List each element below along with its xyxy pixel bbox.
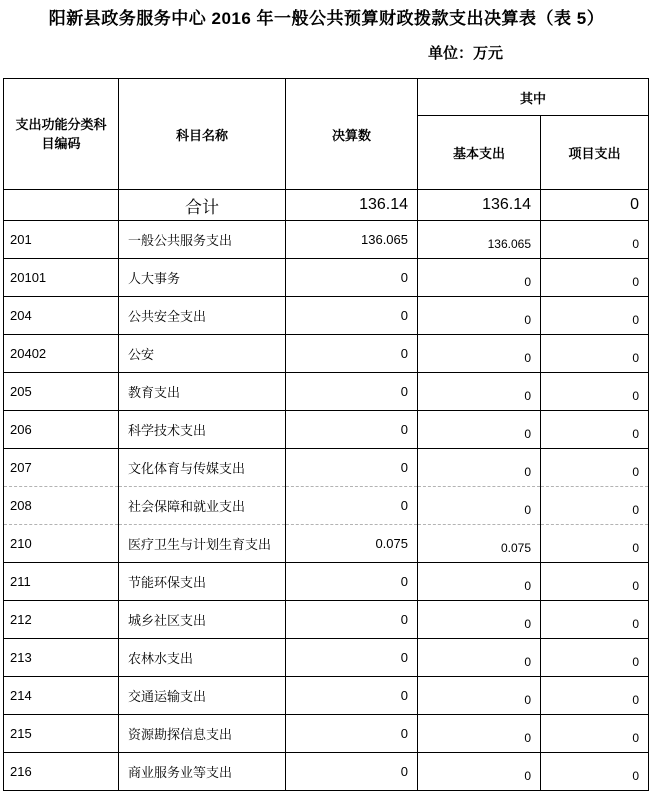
row-basic-expenditure-cell: 0 bbox=[418, 373, 541, 411]
row-project-expenditure-cell: 0 bbox=[541, 373, 649, 411]
row-basic-expenditure-cell: 136.065 bbox=[418, 221, 541, 259]
row-final-amount-cell: 0 bbox=[286, 563, 418, 601]
total-project-expenditure: 0 bbox=[541, 190, 649, 221]
row-basic-expenditure-cell: 0 bbox=[418, 297, 541, 335]
row-final-amount-cell: 0 bbox=[286, 297, 418, 335]
header-final-amount: 决算数 bbox=[286, 79, 418, 190]
row-basic-expenditure-cell: 0 bbox=[418, 411, 541, 449]
table-header bbox=[4, 79, 649, 190]
row-basic-expenditure-cell: 0 bbox=[418, 677, 541, 715]
row-name-cell: 社会保障和就业支出 bbox=[119, 487, 286, 525]
total-label: 合计 bbox=[119, 190, 286, 221]
row-code-cell: 204 bbox=[4, 297, 119, 335]
row-final-amount-cell: 0 bbox=[286, 373, 418, 411]
row-name-cell: 科学技术支出 bbox=[119, 411, 286, 449]
header-project-expenditure: 项目支出 bbox=[541, 116, 649, 190]
row-final-amount-cell: 0 bbox=[286, 411, 418, 449]
row-code-cell: 20402 bbox=[4, 335, 119, 373]
row-basic-expenditure-cell: 0 bbox=[418, 259, 541, 297]
row-code-cell: 210 bbox=[4, 525, 119, 563]
row-basic-expenditure-cell: 0 bbox=[418, 335, 541, 373]
row-project-expenditure-cell: 0 bbox=[541, 753, 649, 791]
table-row bbox=[4, 297, 649, 335]
row-code-cell: 207 bbox=[4, 449, 119, 487]
row-project-expenditure-cell: 0 bbox=[541, 221, 649, 259]
row-name-cell: 农林水支出 bbox=[119, 639, 286, 677]
row-name-cell: 商业服务业等支出 bbox=[119, 753, 286, 791]
row-basic-expenditure-cell: 0 bbox=[418, 563, 541, 601]
row-project-expenditure-cell: 0 bbox=[541, 601, 649, 639]
row-final-amount-cell: 0 bbox=[286, 639, 418, 677]
row-name-cell: 一般公共服务支出 bbox=[119, 221, 286, 259]
table-row bbox=[4, 563, 649, 601]
table-row bbox=[4, 677, 649, 715]
row-basic-expenditure-cell: 0 bbox=[418, 487, 541, 525]
row-project-expenditure-cell: 0 bbox=[541, 639, 649, 677]
budget-table bbox=[3, 78, 649, 791]
row-final-amount-cell: 0 bbox=[286, 715, 418, 753]
row-basic-expenditure-cell: 0 bbox=[418, 449, 541, 487]
table-row bbox=[4, 335, 649, 373]
row-name-cell: 公安 bbox=[119, 335, 286, 373]
row-final-amount-cell: 0.075 bbox=[286, 525, 418, 563]
row-name-cell: 人大事务 bbox=[119, 259, 286, 297]
row-basic-expenditure-cell: 0 bbox=[418, 601, 541, 639]
row-project-expenditure-cell: 0 bbox=[541, 297, 649, 335]
row-name-cell: 医疗卫生与计划生育支出 bbox=[119, 525, 286, 563]
header-among-which: 其中 bbox=[418, 79, 649, 116]
row-name-cell: 节能环保支出 bbox=[119, 563, 286, 601]
row-basic-expenditure-cell: 0 bbox=[418, 639, 541, 677]
row-project-expenditure-cell: 0 bbox=[541, 677, 649, 715]
total-code-cell bbox=[4, 190, 119, 221]
table-row bbox=[4, 221, 649, 259]
row-final-amount-cell: 0 bbox=[286, 335, 418, 373]
table-row bbox=[4, 449, 649, 487]
row-name-cell: 教育支出 bbox=[119, 373, 286, 411]
row-code-cell: 216 bbox=[4, 753, 119, 791]
table-row bbox=[4, 373, 649, 411]
row-name-cell: 资源勘探信息支出 bbox=[119, 715, 286, 753]
header-basic-expenditure: 基本支出 bbox=[418, 116, 541, 190]
table-row bbox=[4, 525, 649, 563]
row-project-expenditure-cell: 0 bbox=[541, 563, 649, 601]
unit-label: 单位：万元 bbox=[428, 45, 504, 62]
total-row bbox=[4, 190, 649, 221]
row-final-amount-cell: 0 bbox=[286, 259, 418, 297]
row-project-expenditure-cell: 0 bbox=[541, 411, 649, 449]
row-final-amount-cell: 0 bbox=[286, 677, 418, 715]
page-title: 阳新县政务服务中心 2016 年一般公共预算财政拨款支出决算表（表 5） bbox=[48, 9, 605, 28]
row-code-cell: 20101 bbox=[4, 259, 119, 297]
table-row bbox=[4, 411, 649, 449]
table-row bbox=[4, 639, 649, 677]
row-project-expenditure-cell: 0 bbox=[541, 259, 649, 297]
table-row bbox=[4, 753, 649, 791]
row-code-cell: 215 bbox=[4, 715, 119, 753]
row-final-amount-cell: 0 bbox=[286, 753, 418, 791]
unit-label-row bbox=[0, 46, 653, 62]
row-code-cell: 212 bbox=[4, 601, 119, 639]
row-name-cell: 城乡社区支出 bbox=[119, 601, 286, 639]
row-code-cell: 205 bbox=[4, 373, 119, 411]
row-final-amount-cell: 136.065 bbox=[286, 221, 418, 259]
row-basic-expenditure-cell: 0 bbox=[418, 753, 541, 791]
header-subject-name: 科目名称 bbox=[119, 79, 286, 190]
table-row bbox=[4, 601, 649, 639]
row-code-cell: 211 bbox=[4, 563, 119, 601]
row-project-expenditure-cell: 0 bbox=[541, 487, 649, 525]
row-code-cell: 201 bbox=[4, 221, 119, 259]
row-code-cell: 208 bbox=[4, 487, 119, 525]
row-project-expenditure-cell: 0 bbox=[541, 525, 649, 563]
table-body bbox=[4, 190, 649, 791]
table-row bbox=[4, 259, 649, 297]
row-code-cell: 214 bbox=[4, 677, 119, 715]
header-function-code: 支出功能分类科目编码 bbox=[4, 79, 119, 190]
row-project-expenditure-cell: 0 bbox=[541, 335, 649, 373]
row-final-amount-cell: 0 bbox=[286, 449, 418, 487]
row-code-cell: 213 bbox=[4, 639, 119, 677]
table-row bbox=[4, 487, 649, 525]
table-row bbox=[4, 715, 649, 753]
row-project-expenditure-cell: 0 bbox=[541, 715, 649, 753]
row-final-amount-cell: 0 bbox=[286, 487, 418, 525]
row-code-cell: 206 bbox=[4, 411, 119, 449]
total-basic-expenditure: 136.14 bbox=[418, 190, 541, 221]
row-basic-expenditure-cell: 0.075 bbox=[418, 525, 541, 563]
row-basic-expenditure-cell: 0 bbox=[418, 715, 541, 753]
row-name-cell: 交通运输支出 bbox=[119, 677, 286, 715]
total-final-amount: 136.14 bbox=[286, 190, 418, 221]
row-final-amount-cell: 0 bbox=[286, 601, 418, 639]
row-name-cell: 文化体育与传媒支出 bbox=[119, 449, 286, 487]
row-project-expenditure-cell: 0 bbox=[541, 449, 649, 487]
row-name-cell: 公共安全支出 bbox=[119, 297, 286, 335]
